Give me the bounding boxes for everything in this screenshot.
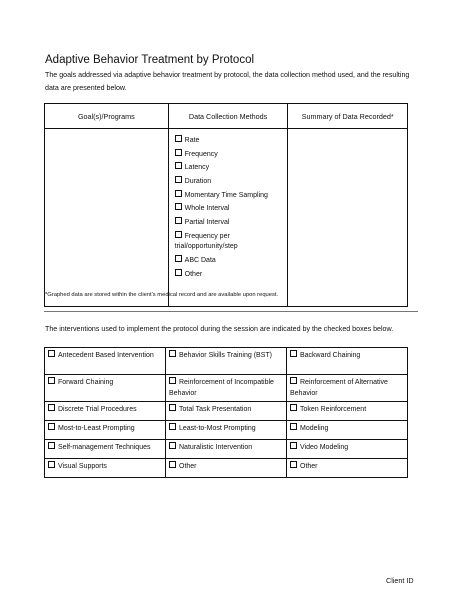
page-title: Adaptive Behavior Treatment by Protocol <box>45 54 255 66</box>
method-item <box>175 149 288 161</box>
intervention-cell <box>287 402 408 421</box>
method-label: Partial Interval <box>184 219 230 227</box>
header-goals: Goal(s)/Programs <box>45 104 169 129</box>
method-item <box>175 231 288 253</box>
method-label: Rate <box>184 137 200 144</box>
method-label: Latency <box>184 164 210 172</box>
checkbox[interactable] <box>290 350 297 357</box>
intervention-label: Other <box>300 463 318 470</box>
checkbox[interactable] <box>175 217 182 224</box>
intervention-cell <box>287 375 408 402</box>
intervention-cell <box>287 421 408 440</box>
method-item <box>175 162 288 174</box>
method-item <box>175 217 288 229</box>
intervention-cell <box>45 402 166 421</box>
intervention-cell <box>166 440 287 459</box>
intervention-cell <box>45 348 166 375</box>
checkbox[interactable] <box>175 149 182 156</box>
checkbox[interactable] <box>48 377 55 384</box>
intervention-cell <box>45 421 166 440</box>
intervention-cell <box>287 459 408 478</box>
interventions-table <box>44 347 408 478</box>
interventions-row <box>45 348 408 375</box>
intervention-cell <box>166 375 287 402</box>
intervention-label: Least-to-Most Prompting <box>179 425 256 432</box>
client-id-label: Client ID <box>386 576 414 585</box>
checkbox[interactable] <box>290 423 297 430</box>
checkbox[interactable] <box>48 404 55 411</box>
intervention-label: Forward Chaining <box>58 379 114 386</box>
goals-table-header-row <box>45 104 408 129</box>
intervention-label: Most-to-Least Prompting <box>58 425 135 432</box>
method-item <box>175 135 288 147</box>
checkbox[interactable] <box>175 203 182 210</box>
intervention-label: Discrete Trial Procedures <box>58 406 137 413</box>
intervention-cell <box>287 440 408 459</box>
intervention-label: Video Modeling <box>300 444 349 451</box>
intervention-cell <box>45 459 166 478</box>
checkbox[interactable] <box>175 135 182 142</box>
intervention-label: Visual Supports <box>58 463 107 470</box>
checkbox[interactable] <box>290 404 297 411</box>
method-item <box>175 255 288 267</box>
checkbox[interactable] <box>175 255 182 262</box>
interventions-note: The interventions used to implement the protocol during the session are indicated by the checked boxes below. <box>45 325 394 333</box>
method-item <box>175 269 288 281</box>
method-label: Momentary Time Sampling <box>184 191 268 199</box>
checkbox[interactable] <box>175 269 182 276</box>
checkbox[interactable] <box>169 377 176 384</box>
checkbox[interactable] <box>169 423 176 430</box>
methods-list <box>169 129 288 280</box>
checkbox[interactable] <box>169 404 176 411</box>
intervention-cell <box>45 375 166 402</box>
intervention-cell <box>166 421 287 440</box>
checkbox[interactable] <box>48 350 55 357</box>
method-item <box>175 203 288 215</box>
interventions-row <box>45 459 408 478</box>
intervention-cell <box>287 348 408 375</box>
intervention-label: Other <box>179 463 197 470</box>
footnote: *Graphed data are stored within the client's medical record and are available upon request. <box>45 292 279 298</box>
intervention-cell <box>166 348 287 375</box>
checkbox[interactable] <box>290 377 297 384</box>
checkbox[interactable] <box>169 442 176 449</box>
goals-cell[interactable] <box>45 129 169 307</box>
method-item <box>175 190 288 202</box>
checkbox[interactable] <box>175 176 182 183</box>
checkbox[interactable] <box>175 190 182 197</box>
method-label: Other <box>184 270 203 278</box>
summary-cell[interactable] <box>288 129 408 307</box>
intervention-label: Modeling <box>300 425 329 432</box>
intervention-label: Self-management Techniques <box>58 444 151 451</box>
method-label: Whole Interval <box>184 205 230 213</box>
intro-text: The goals addressed via adaptive behavior treatment by protocol, the data collection method used, and the resulting data are presented below. <box>45 71 410 92</box>
method-label: Frequency <box>184 150 218 158</box>
checkbox[interactable] <box>169 461 176 468</box>
intervention-label: Behavior Skills Training (BST) <box>179 352 272 359</box>
intervention-label: Token Reinforcement <box>300 406 367 413</box>
methods-cell <box>168 129 288 307</box>
interventions-row <box>45 375 408 402</box>
intervention-label: Backward Chaining <box>300 352 361 359</box>
interventions-row <box>45 421 408 440</box>
interventions-row <box>45 440 408 459</box>
checkbox[interactable] <box>175 231 182 238</box>
goals-table-body-row <box>45 129 408 307</box>
method-label: ABC Data <box>184 257 216 264</box>
divider <box>44 311 418 312</box>
interventions-row <box>45 402 408 421</box>
intervention-label: Naturalistic Intervention <box>179 444 253 451</box>
intervention-label: Antecedent Based Intervention <box>58 352 154 359</box>
method-label: Duration <box>184 178 212 186</box>
intervention-cell <box>166 459 287 478</box>
goals-table <box>44 103 408 307</box>
intervention-label: Reinforcement of Alternative Behavior <box>290 379 388 397</box>
checkbox[interactable] <box>48 423 55 430</box>
intervention-label: Reinforcement of Incompatible Behavior <box>169 379 274 397</box>
checkbox[interactable] <box>290 461 297 468</box>
header-summary: Summary of Data Recorded* <box>288 104 408 129</box>
method-label: Frequency per trial/opportunity/step <box>174 232 238 251</box>
checkbox[interactable] <box>290 442 297 449</box>
header-data-collection: Data Collection Methods <box>168 104 288 129</box>
intervention-cell <box>166 402 287 421</box>
checkbox[interactable] <box>175 162 182 169</box>
method-item <box>175 176 288 188</box>
checkbox[interactable] <box>48 442 55 449</box>
checkbox[interactable] <box>169 350 176 357</box>
intervention-cell <box>45 440 166 459</box>
checkbox[interactable] <box>48 461 55 468</box>
intervention-label: Total Task Presentation <box>179 406 252 413</box>
